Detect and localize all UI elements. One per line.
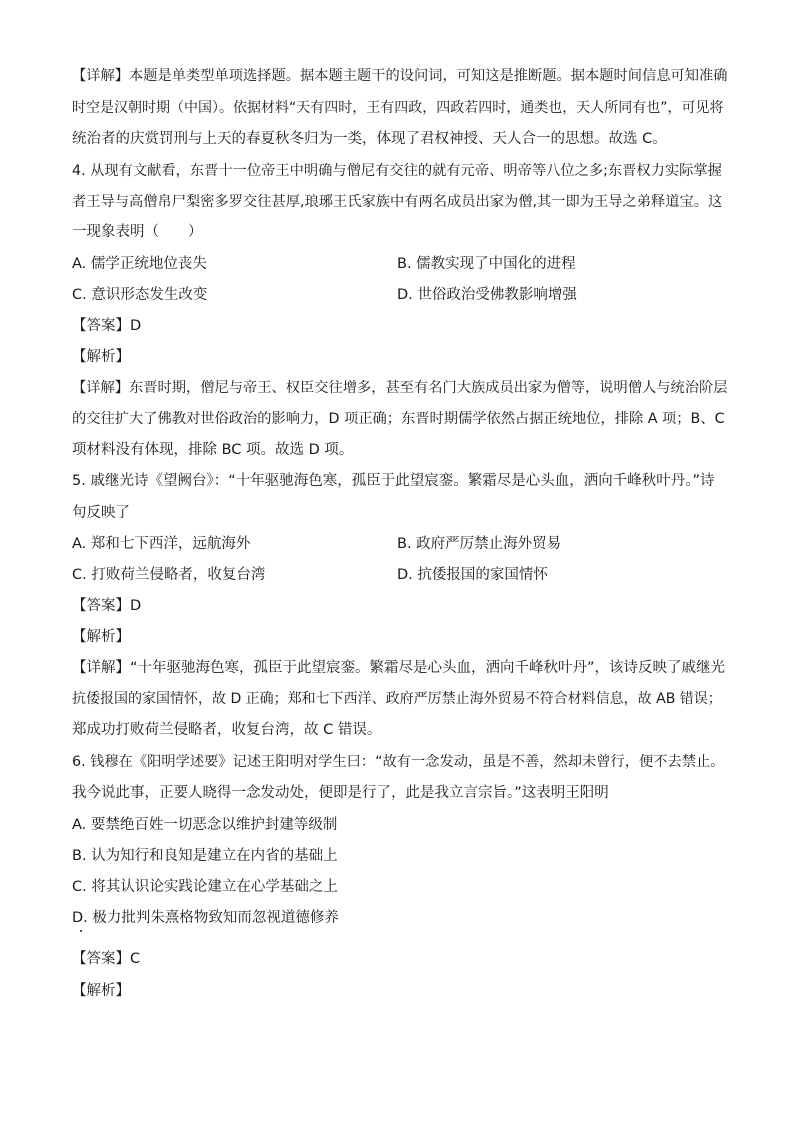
q4-option-b: B. 儒教实现了中国化的进程 (397, 256, 576, 272)
q6-stem-line-2: 我今说此事，正要人晓得一念发动处，便即是行了，此是我立言宗旨。”这表明王阳明 (72, 785, 609, 801)
q4-option-d: D. 世俗政治受佛教影响增强 (397, 287, 577, 303)
q3-detail-line-1: 【详解】本题是单类型单项选择题。据本题主题干的设问词，可知这是推断题。据本题时间信息可知准确 (72, 68, 728, 84)
q5-detail-line-3: 郑成功打败荷兰侵略者，收复台湾，故 C 错误。 (72, 722, 382, 738)
q6-option-a: A. 要禁绝百姓一切恶念以维护封建等级制 (72, 817, 338, 833)
q4-option-c: C. 意识形态发生改变 (72, 287, 208, 303)
q4-detail-line-3: 项材料没有体现，排除 BC 项。故选 D 项。 (72, 442, 354, 458)
q4-stem-line-2: 者王导与高僧帛尸梨密多罗交往甚厚,琅琊王氏家族中有两名成员出家为僧,其一即为王导之弟释道宝。这 (72, 194, 723, 210)
q5-option-a: A. 郑和七下西洋，远航海外 (72, 536, 251, 552)
q6-analysis-heading: 【解析】 (72, 983, 130, 999)
q5-detail-line-1: 【详解】“十年驱驰海色寒，孤臣于此望宸銮。繁霜尽是心头血，洒向千峰秋叶丹”，该诗反映了戚继光 (72, 660, 726, 676)
q6-option-b: B. 认为知行和良知是建立在内省的基础上 (72, 848, 338, 864)
q5-option-b: B. 政府严厉禁止海外贸易 (397, 536, 562, 552)
q5-answer: 【答案】D (72, 598, 142, 614)
stray-dot (80, 930, 82, 932)
q5-option-d: D. 抗倭报国的家国情怀 (397, 567, 548, 583)
q5-option-c: C. 打败荷兰侵略者，收复台湾 (72, 567, 266, 583)
q5-stem-line-1: 5. 戚继光诗《望阙台》：“十年驱驰海色寒，孤臣于此望宸銮。繁霜尽是心头血，洒向千峰秋叶丹。”诗 (72, 473, 715, 489)
q4-detail-line-2: 的交往扩大了佛教对世俗政治的影响力，D 项正确；东晋时期儒学依然占据正统地位，排除 A 项；B、C (72, 411, 725, 427)
q3-detail-line-3: 统治者的庆赏罚刑与上天的春夏秋冬归为一类，体现了君权神授、天人合一的思想。故选 C。 (72, 131, 667, 147)
q4-detail-line-1: 【详解】东晋时期，僧尼与帝王、权臣交往增多，甚至有名门大族成员出家为僧等，说明僧人与统治阶层 (72, 380, 728, 396)
q4-answer: 【答案】D (72, 318, 142, 334)
q6-stem-line-1: 6. 钱穆在《阳明学述要》记述王阳明对学生曰：“故有一念发动，虽是不善，然却未曾行，便不去禁止。 (72, 754, 725, 770)
q6-answer: 【答案】C (72, 951, 141, 967)
q3-detail-line-2: 时空是汉朝时期（中国）。依据材料“天有四时，王有四政，四政若四时，通类也，天人所同有也”，可见将 (72, 100, 724, 116)
q4-stem-line-3: 一现象表明（ ） (72, 224, 203, 240)
q4-stem-line-1: 4. 从现有文献看，东晋十一位帝王中明确与僧尼有交往的就有元帝、明帝等八位之多;东晋权力实际掌握 (72, 163, 722, 179)
q5-stem-line-2: 句反映了 (72, 505, 130, 521)
q6-option-c: C. 将其认识论实践论建立在心学基础之上 (72, 879, 338, 895)
q6-option-d: D. 极力批判朱熹格物致知而忽视道德修养 (72, 910, 339, 926)
q5-analysis-heading: 【解析】 (72, 629, 130, 645)
q4-analysis-heading: 【解析】 (72, 349, 130, 365)
q4-option-a: A. 儒学正统地位丧失 (72, 256, 207, 272)
q5-detail-line-2: 抗倭报国的家国情怀，故 D 正确；郑和七下西洋、政府严厉禁止海外贸易不符合材料信息，故 AB 错误； (72, 691, 722, 707)
